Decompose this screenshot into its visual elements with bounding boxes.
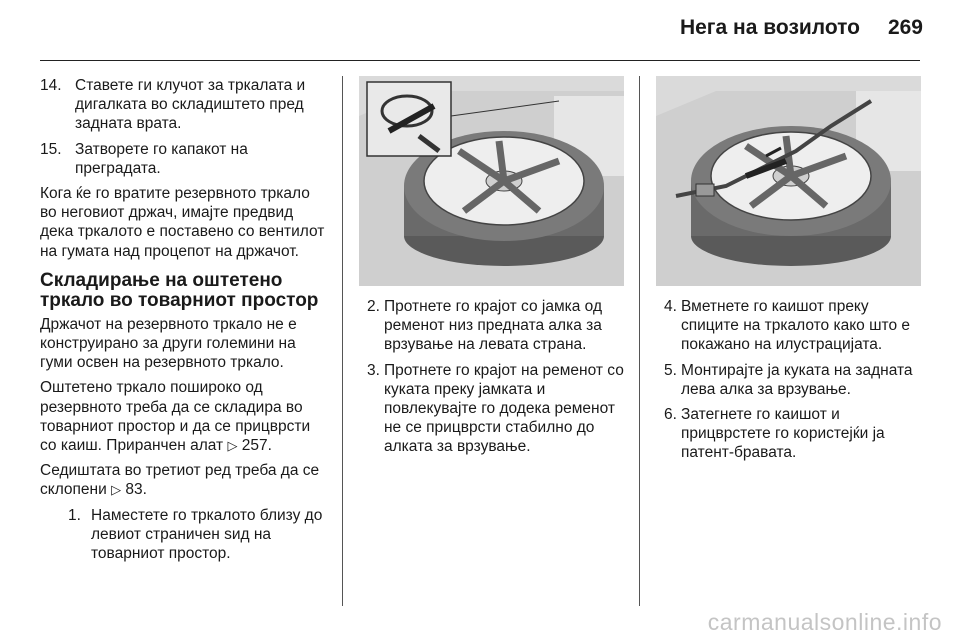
- list-item: [359, 297, 629, 355]
- step-number: 1.: [68, 506, 81, 524]
- paragraph-text: Оштетено тркало пошироко од резервното треба да се складира во товарниот простор и да се прицврсти со каиш. Приранчен алат: [40, 379, 311, 455]
- step-number: 6.: [664, 406, 677, 424]
- text-column-1: [40, 76, 330, 569]
- section-heading: Складирање на оштетено тркало во товарниот простор: [40, 269, 319, 311]
- step-number: 3.: [367, 361, 380, 379]
- column-divider: [342, 76, 343, 606]
- step-number: 2.: [367, 298, 380, 315]
- step-number: 15.: [40, 140, 62, 158]
- arrow-right-outline-icon: ▷: [111, 482, 122, 498]
- paragraph: [40, 461, 330, 499]
- page-reference-link[interactable]: 83.: [125, 481, 147, 499]
- paragraph: Држачот на резервното тркало не е конструирано за други големини на гуми освен на резервното тркало.: [40, 315, 297, 372]
- paragraph: Кога ќе го вратите резервното тркало во неговиот држач, имајте предвид дека тркалото е поставено со вентилот на гумата над процепот на држачот.: [40, 185, 325, 260]
- column-divider: [639, 76, 640, 606]
- step-text: Вметнете го каишот преку спиците на тркалото како што е покажано на илустрацијата.: [681, 298, 911, 354]
- step-text: Затегнете го каишот и прицврстете го користејќи ја патент-бравата.: [681, 406, 885, 462]
- list-item: [656, 361, 926, 399]
- step-text: Монтирајте ја куката на задната лева алка за врзување.: [681, 361, 913, 398]
- text-column-2: [359, 297, 629, 463]
- spare-wheel-illustration-2: [656, 76, 921, 286]
- step-text: Протнете го крајот со јамка од ременот низ предната алка за врзување на левата страна.: [384, 298, 602, 354]
- step-number: 5.: [664, 361, 677, 379]
- arrow-right-outline-icon: ▷: [227, 438, 238, 454]
- spare-wheel-illustration-1: [359, 76, 624, 286]
- step-text: Ставете ги клучот за тркалата и дигалката во складиштето пред задната врата.: [75, 77, 306, 133]
- step-number: 4.: [664, 298, 677, 315]
- watermark: carmanualsonline.info: [707, 609, 942, 635]
- list-item: [359, 361, 629, 457]
- list-item: [656, 405, 926, 463]
- list-item: [40, 506, 330, 564]
- paragraph: [40, 378, 330, 455]
- step-text: Затворете го капакот на преградата.: [75, 140, 248, 177]
- list-item: [40, 140, 330, 178]
- page-reference-link[interactable]: 257.: [241, 437, 272, 455]
- page-number: 269: [887, 16, 923, 39]
- list-item: [656, 297, 926, 355]
- step-number: 14.: [40, 77, 62, 94]
- paragraph-text: Седиштата во третиот ред треба да се склопени: [40, 462, 320, 499]
- list-item: [40, 76, 330, 134]
- step-text: Наместете го тркалото близу до левиот страничен ѕид на товарниот простор.: [91, 506, 323, 563]
- text-column-3: [656, 297, 926, 469]
- section-title: Нега на возилото: [679, 16, 860, 39]
- step-text: Протнете го крајот на ременот со куката преку јамката и повлекувајте го додека ременот не се прицврсти стабилно до алката за врзување.: [384, 361, 624, 456]
- header-rule: [40, 60, 920, 61]
